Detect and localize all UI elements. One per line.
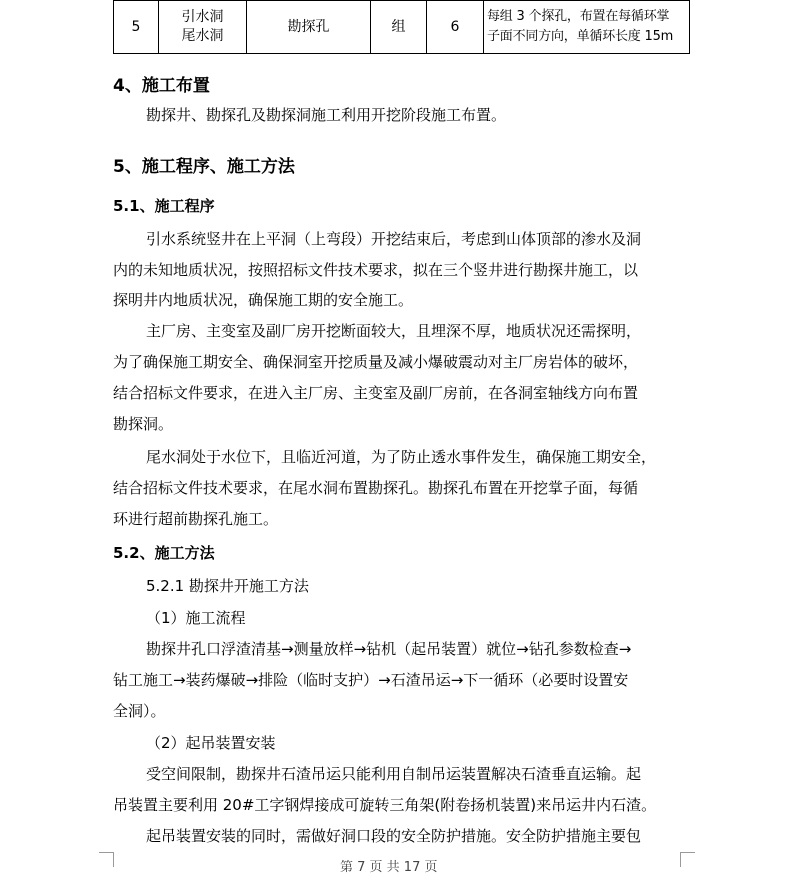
text-line: 探明井内地质状况，确保施工期的安全施工。 <box>113 291 414 309</box>
cell-description-line-1: 每组 3 个探孔，布置在每循环掌 <box>487 9 670 24</box>
crop-mark-left <box>99 852 114 867</box>
heading-section-5: 5、施工程序、施工方法 <box>113 157 295 177</box>
cell-unit: 组 <box>371 1 427 54</box>
text-line: 受空间限制，勘探井石渣吊运只能利用自制吊运装置解决石渣垂直运输。起 <box>146 765 642 783</box>
text-line: 主厂房、主变室及副厂房开挖断面较大，且埋深不厚，地质状况还需探明， <box>146 322 642 340</box>
text-line: 尾水洞处于水位下，且临近河道，为了防止透水事件发生，确保施工期安全， <box>146 448 657 466</box>
exploration-table <box>113 0 690 54</box>
heading-5-2-1: 5.2.1 勘探井开施工方法 <box>146 577 309 595</box>
step-2-title: （2）起吊装置安装 <box>146 734 276 752</box>
text-line: 勘探洞。 <box>113 415 174 433</box>
text-line: 环进行超前勘探孔施工。 <box>113 510 279 528</box>
heading-section-4: 4、施工布置 <box>113 76 210 96</box>
text-line: 结合招标文件技术要求，在尾水洞布置勘探孔。勘探孔布置在开挖掌子面，每循 <box>113 479 639 497</box>
cell-location <box>159 1 247 54</box>
text-line: 起吊装置安装的同时，需做好洞口段的安全防护措施。安全防护措施主要包 <box>146 827 642 845</box>
crop-mark-right <box>680 852 695 867</box>
cell-description-line-2: 子面不同方向，单循环长度 15m <box>487 29 674 44</box>
page-footer: 第 7 页 共 17 页 <box>340 860 438 875</box>
text-line: 引水系统竖井在上平洞（上弯段）开挖结束后，考虑到山体顶部的渗水及洞 <box>146 230 642 248</box>
cell-qty: 6 <box>427 1 484 54</box>
text-line: 结合招标文件要求，在进入主厂房、主变室及副厂房前，在各洞室轴线方向布置 <box>113 384 639 402</box>
text-line: 钻工施工→装药爆破→排险（临时支护）→石渣吊运→下一循环（必要时设置安 <box>113 671 629 689</box>
text-line: 内的未知地质状况，按照招标文件技术要求，拟在三个竖井进行勘探井施工，以 <box>113 261 639 279</box>
text-line: 为了确保施工期安全、确保洞室开挖质量及减小爆破震动对主厂房岩体的破坏， <box>113 353 639 371</box>
text-line: 勘探井孔口浮渣清基→测量放样→钻机（起吊装置）就位→钻孔参数检查→ <box>146 640 632 658</box>
cell-no: 5 <box>114 1 159 54</box>
table-row <box>114 1 690 54</box>
paragraph-section-4: 勘探井、勘探孔及勘探洞施工利用开挖阶段施工布置。 <box>146 106 507 124</box>
cell-type: 勘探孔 <box>247 1 371 54</box>
heading-5-1: 5.1、施工程序 <box>113 197 215 215</box>
cell-location-line-2: 尾水洞 <box>181 28 224 44</box>
text-line: 全洞）。 <box>113 702 166 720</box>
cell-location-line-1: 引水洞 <box>181 9 224 25</box>
text-line: 吊装置主要利用 20#工字钢焊接成可旋转三角架(附卷扬机装置)来吊运井内石渣。 <box>113 796 657 814</box>
cell-description <box>484 1 690 54</box>
step-1-title: （1）施工流程 <box>146 609 246 627</box>
heading-5-2: 5.2、施工方法 <box>113 544 215 562</box>
